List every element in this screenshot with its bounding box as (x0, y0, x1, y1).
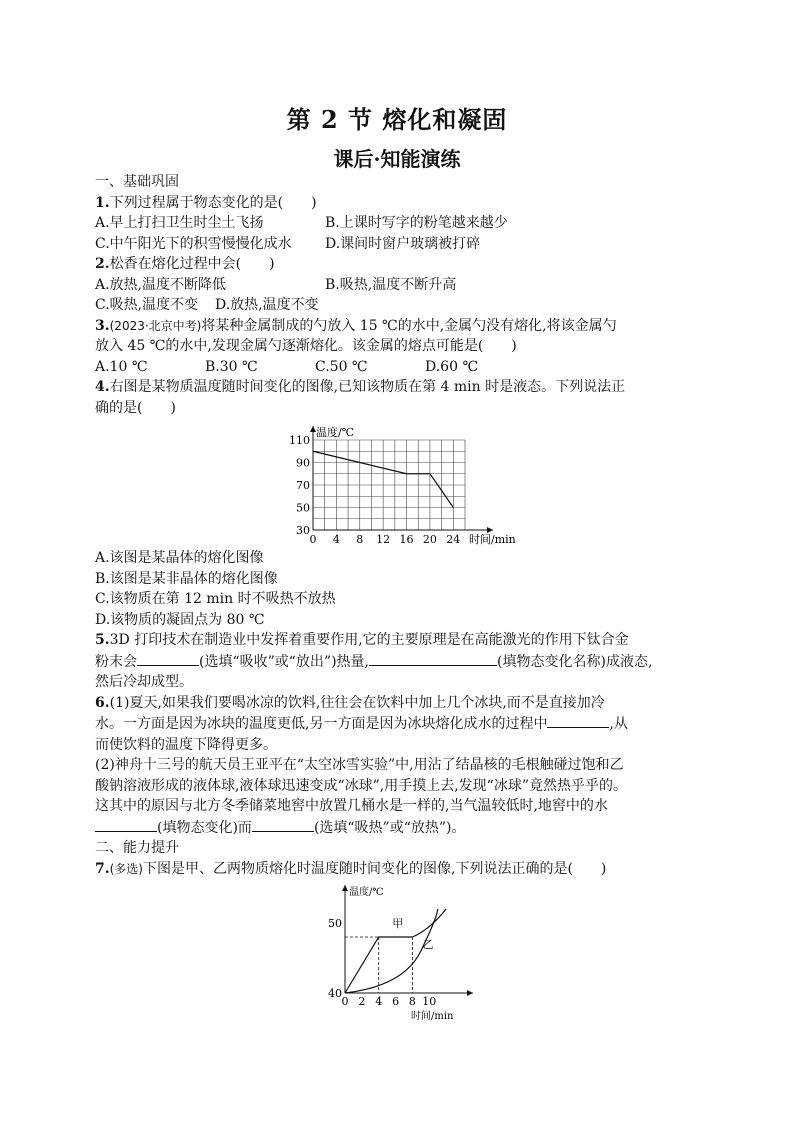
x-tick-label: 8 (356, 533, 364, 546)
question-stem-line1: 右图是某物质温度随时间变化的图像,已知该物质在第 4 min 时是液态。下列说法正 (109, 379, 626, 395)
x-axis-label: 时间/min (469, 533, 516, 546)
option-a: A.早上打扫卫生时尘土飞扬 (95, 215, 264, 231)
x-tick-label: 0 (309, 533, 317, 546)
series-label-jia: 甲 (392, 917, 404, 931)
answer-blank[interactable] (137, 651, 199, 666)
question-stem-line1: (1)夏天,如果我们要喝冰凉的饮料,往往会在饮料中加上几个冰块,而不是直接加冷 (109, 694, 605, 711)
x-tick-label: 10 (422, 995, 437, 1008)
text-segment: (选填“吸收”或“放出”)热量, (199, 653, 370, 670)
question-stem-line2 (95, 651, 705, 673)
y-axis-label: 温度/℃ (349, 887, 384, 898)
question-stem: 松香在熔化过程中会( ) (109, 256, 275, 272)
section-advanced: 二、能力提升 (95, 840, 179, 856)
section-basic: 一、基础巩固 (95, 174, 179, 190)
series-label-yi: 乙 (422, 938, 434, 952)
page-subtitle: 课后·知能演练 (333, 147, 461, 171)
question-stem-line2: 确的是( ) (95, 399, 176, 416)
x-axis-label: 时间/min (411, 1011, 454, 1022)
y-tick-label: 30 (296, 524, 310, 537)
answer-blank[interactable] (369, 651, 497, 666)
question-number: 2. (95, 256, 110, 272)
question-number: 5. (95, 632, 110, 648)
q2-options-row2 (95, 295, 705, 316)
question-stem-line1: 3D 打印技术在制造业中发挥着重要作用,它的主要原理是在高能激光的作用下钛合金 (109, 632, 629, 648)
page-title: 第 2 节 熔化和凝固 (286, 105, 508, 134)
option-d: D.课间时窗户玻璃被打碎 (325, 235, 481, 252)
y-tick-label: 90 (296, 456, 310, 470)
question-stem-line5: 酸钠溶液形成的液体球,液体球迅速变成“冰球”,用手摸上去,发现“冰球”竟然热乎乎的。 (95, 777, 627, 794)
question-stem-line2: 放入 45 ℃的水中,发现金属勺逐渐熔化。该金属的熔点可能是( ) (95, 338, 517, 354)
option-c: C.中午阳光下的积雪慢慢化成水 (95, 235, 292, 252)
x-tick-label: 8 (408, 995, 416, 1008)
option-b: B.30 ℃ (205, 358, 258, 375)
question-stem-line1: 将某种金属制成的勺放入 15 ℃的水中,金属勺没有熔化,将该金属勺 (201, 317, 617, 334)
question-4 (95, 377, 705, 398)
question-stem-line7 (95, 817, 705, 839)
temperature-time-chart (95, 418, 705, 548)
option-d: D.60 ℃ (425, 358, 479, 375)
option-c: C.50 ℃ (315, 358, 368, 375)
x-tick-label: 12 (376, 533, 391, 546)
answer-blank[interactable] (95, 817, 157, 832)
y-tick-label: 40 (328, 987, 342, 1000)
worksheet-content (95, 172, 705, 1022)
option-d: D.该物质的凝固点为 80 ℃ (95, 611, 265, 628)
question-5 (95, 630, 705, 651)
question-stem-line3: 然后冷却成型。 (95, 674, 193, 690)
question-6 (95, 693, 705, 714)
question-number: 6. (95, 694, 110, 711)
question-stem-line3: 而使饮料的温度下降得更多。 (95, 736, 277, 753)
question-number: 7. (95, 860, 110, 877)
option-c: C.吸热,温度不变 (95, 297, 199, 313)
answer-blank[interactable] (547, 713, 609, 728)
text-segment: (选填“吸热”或“放热”)。 (313, 819, 466, 836)
text-segment: (填物态变化名称)成液态, (497, 653, 653, 670)
text-segment: 水。一方面是因为冰块的温度更低,另一方面是因为冰块熔化成水的过程中 (95, 716, 548, 732)
question-2 (95, 254, 705, 275)
text-segment: (填物态变化)而 (157, 819, 252, 836)
option-a: A.10 ℃ (95, 358, 148, 375)
option-c: C.该物质在第 12 min 时不吸热不放热 (95, 591, 336, 607)
x-tick-label: 6 (392, 995, 400, 1008)
option-b: B.吸热,温度不断升高 (325, 276, 457, 293)
option-b: B.该图是某非晶体的熔化图像 (95, 570, 278, 587)
x-tick-label: 4 (375, 995, 383, 1008)
question-stem: 下图是甲、乙两物质熔化时温度随时间变化的图像,下列说法正确的是( ) (143, 860, 607, 877)
y-tick-label: 110 (289, 434, 310, 447)
y-axis-arrow (342, 885, 348, 891)
question-1 (95, 193, 705, 214)
question-stem-line4: (2)神舟十三号的航天员王亚平在“太空冰雪实验”中,用沾了结晶核的毛根触碰过饱和乙 (95, 757, 624, 773)
q3-options (95, 357, 705, 378)
x-tick-label: 2 (358, 995, 366, 1008)
q2-options-row1 (95, 275, 705, 296)
y-tick-label: 50 (296, 501, 310, 515)
y-tick-label: 70 (296, 479, 310, 492)
question-tag: (多选) (109, 861, 143, 876)
question-3 (95, 316, 705, 337)
question-number: 4. (95, 379, 110, 395)
text-segment: 粉末会 (95, 653, 137, 670)
answer-blank[interactable] (252, 817, 314, 832)
x-tick-label: 4 (332, 533, 340, 546)
question-source: (2023·北京中考) (109, 318, 202, 333)
q1-options-row1 (95, 213, 705, 234)
y-axis-label: 温度/℃ (316, 426, 355, 439)
option-a: A.该图是某晶体的熔化图像 (95, 550, 264, 566)
x-tick-label: 20 (422, 533, 437, 546)
x-tick-label: 16 (399, 533, 414, 546)
question-stem-line2 (95, 713, 705, 735)
x-tick-label: 24 (446, 533, 461, 546)
question-number: 1. (95, 194, 110, 211)
option-b: B.上课时写字的粉笔越来越少 (325, 215, 508, 231)
text-segment: ,从 (609, 716, 628, 732)
melting-curves-chart (95, 879, 705, 1022)
option-d: D.放热,温度不变 (215, 297, 319, 313)
x-axis-arrow (467, 990, 473, 996)
question-stem: 下列过程属于物态变化的是( ) (109, 194, 317, 211)
question-stem-line6: 这其中的原因与北方冬季储菜地窖中放置几桶水是一样的,当气温较低时,地窖中的水 (95, 798, 608, 814)
question-7 (95, 859, 705, 880)
option-a: A.放热,温度不断降低 (95, 276, 227, 293)
y-tick-label: 50 (328, 917, 342, 930)
q1-options-row2 (95, 234, 705, 255)
x-tick-label: 0 (341, 995, 349, 1008)
question-number: 3. (95, 317, 110, 334)
